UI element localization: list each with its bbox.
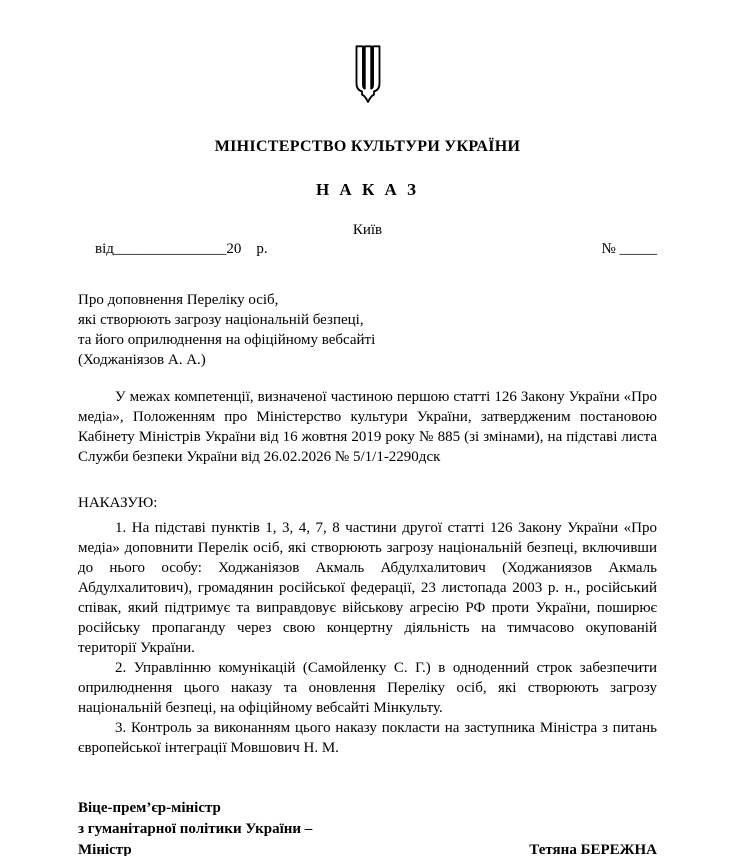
- signature-position: [78, 798, 312, 856]
- order-item-1: 1. На підставі пунктів 1, 3, 4, 7, 8 частини другої статті 126 Закону України «Про медіа» доповнити Перелік осіб, які створюють загрозу національній безпеці, включивши до нього особу: Ходжаніязов Акмаль Абдулхалитович (Ходжаниязов Акмаль Абдулхалитович), громадянин російської федерації, 23 листопада 2003 р. н., російський співак, який підтримує та виправдовує військову агресію РФ проти України, поширює російську пропаганду через свою концертну діяльність на тимчасово окупованій території України.: [78, 520, 657, 656]
- preamble-paragraph: У межах компетенції, визначеної частиною першою статті 126 Закону України «Про медіа», Положенням про Міністерство культури України, затвердженим постановою Кабінету Міністрів України від 16 жовтня 2019 року № 885 (зі змінами), на підставі листа Служби безпеки України від 26.02.2026 № 5/1/1-2290дск: [78, 389, 657, 465]
- signature-position-line: Віце-прем’єр-міністр: [78, 800, 221, 816]
- order-item-3: 3. Контроль за виконанням цього наказу покласти на заступника Міністра з питань європейської інтеграції Мовшович Н. М.: [78, 720, 657, 756]
- signature-position-line: з гуманітарної політики України –: [78, 821, 313, 837]
- signature-name: Тетяна БЕРЕЖНА: [529, 842, 657, 856]
- number-label: №: [601, 241, 616, 257]
- subject-line: та його оприлюднення на офіційному вебсайті: [78, 332, 376, 348]
- subject-block: [78, 290, 657, 370]
- subject-line: (Ходжаніязов А. А.): [78, 352, 206, 368]
- number-line: [601, 241, 657, 258]
- city-label: Київ: [352, 222, 383, 238]
- signature-position-line: Міністр: [78, 842, 132, 856]
- order-item-2: 2. Управлінню комунікацій (Самойленку С. Г.) в одноденний строк забезпечити оприлюднення цього наказу та оновлення Переліку осіб, які створюють загрозу національній безпеці, на офіційному вебсайті Мінкульту.: [78, 660, 657, 716]
- order-word: НАКАЗУЮ:: [78, 495, 158, 511]
- number-blank: _____: [615, 241, 657, 257]
- date-number-row: [78, 241, 657, 258]
- date-blank: _______________: [113, 241, 227, 257]
- date-year: 20: [226, 241, 242, 257]
- subject-line: які створюють загрозу національній безпеці,: [78, 312, 364, 328]
- emblem-wrap: [78, 44, 657, 114]
- date-gap: [241, 241, 256, 257]
- date-prefix: від: [95, 241, 114, 257]
- ministry-title: МІНІСТЕРСТВО КУЛЬТУРИ УКРАЇНИ: [214, 138, 521, 155]
- date-suffix: р.: [256, 241, 268, 257]
- date-line: [95, 241, 268, 258]
- subject-line: Про доповнення Переліку осіб,: [78, 292, 279, 308]
- tryzub-emblem-icon: [345, 44, 391, 113]
- signature-block: [78, 798, 657, 856]
- doc-type-title: Н А К А З: [315, 180, 420, 199]
